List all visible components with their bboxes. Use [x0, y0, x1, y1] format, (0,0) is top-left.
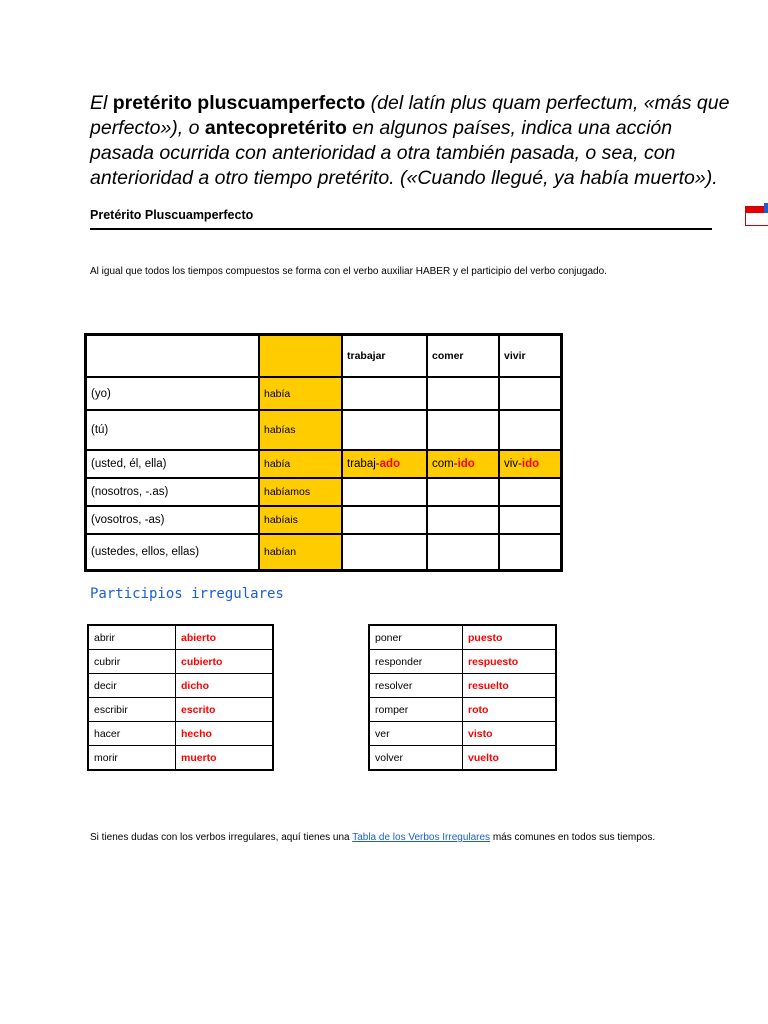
aux-cell: había	[259, 450, 342, 478]
table-row	[86, 410, 561, 450]
empty-cell	[427, 410, 499, 450]
verb-cell: hacer	[88, 722, 176, 746]
person-cell: (nosotros, -.as)	[86, 478, 259, 506]
table-row	[369, 674, 556, 698]
footer-text-after: más comunes en todos sus tiempos.	[490, 832, 656, 843]
intro-paragraph	[90, 91, 730, 191]
intro-term-antecopreterito: antecopretérito	[204, 117, 347, 139]
empty-cell	[499, 478, 561, 506]
aux-cell: habíamos	[259, 478, 342, 506]
participle-cell: escrito	[176, 698, 274, 722]
empty-cell	[342, 478, 427, 506]
bookmark-icon[interactable]	[745, 206, 768, 226]
table-row	[369, 746, 556, 771]
participle-cell: dicho	[176, 674, 274, 698]
aux-cell: habías	[259, 410, 342, 450]
verb-cell: decir	[88, 674, 176, 698]
empty-cell	[342, 506, 427, 534]
aux-cell: habían	[259, 534, 342, 570]
empty-cell	[427, 377, 499, 410]
header-cell: vivir	[499, 335, 561, 377]
table-row	[88, 698, 273, 722]
irregular-verbs-table-link[interactable]: Tabla de los Verbos Irregulares	[352, 832, 491, 843]
empty-cell	[427, 478, 499, 506]
intro-text-2: (del latín plus quam perfectum, «más que perfecto»), o	[90, 92, 730, 139]
empty-cell	[499, 410, 561, 450]
section-heading: Pretérito Pluscuamperfecto	[90, 208, 712, 230]
verb-cell: morir	[88, 746, 176, 771]
table-row	[88, 650, 273, 674]
participle-example-trabajar	[342, 450, 427, 478]
table-row	[86, 377, 561, 410]
table-row	[88, 746, 273, 771]
stem-text: viv-	[504, 458, 522, 470]
intro-term-pluscuamperfecto: pretérito pluscuamperfecto	[112, 92, 366, 114]
verb-cell: abrir	[88, 625, 176, 650]
table-header-row	[86, 335, 561, 377]
person-cell: (yo)	[86, 377, 259, 410]
empty-cell	[427, 506, 499, 534]
verb-cell: poner	[369, 625, 463, 650]
ending-text: ado	[379, 458, 401, 470]
table-row	[88, 722, 273, 746]
empty-cell	[499, 377, 561, 410]
verb-cell: volver	[369, 746, 463, 771]
irregular-participles-heading: Participios irregulares	[90, 586, 284, 602]
header-cell: comer	[427, 335, 499, 377]
participle-example-comer	[427, 450, 499, 478]
empty-cell	[499, 506, 561, 534]
irregular-table-right	[368, 624, 557, 771]
participle-cell: muerto	[176, 746, 274, 771]
participle-cell: cubierto	[176, 650, 274, 674]
table-row	[369, 650, 556, 674]
verb-cell: resolver	[369, 674, 463, 698]
verb-cell: cubrir	[88, 650, 176, 674]
table-row	[86, 506, 561, 534]
footer-paragraph	[90, 832, 760, 843]
verb-cell: responder	[369, 650, 463, 674]
empty-cell	[427, 534, 499, 570]
participle-cell: visto	[463, 722, 557, 746]
table-row	[86, 450, 561, 478]
table-row	[86, 534, 561, 570]
verb-cell: romper	[369, 698, 463, 722]
stem-text: trabaj-	[347, 458, 380, 470]
formation-paragraph: Al igual que todos los tiempos compuestos se forma con el verbo auxiliar HABER y el participio del verbo conjugado.	[90, 266, 607, 277]
person-cell: (ustedes, ellos, ellas)	[86, 534, 259, 570]
irregular-table-left	[87, 624, 274, 771]
ending-text: ido	[457, 458, 475, 470]
table-row	[86, 478, 561, 506]
empty-cell	[342, 534, 427, 570]
table-row	[369, 722, 556, 746]
participle-cell: respuesto	[463, 650, 557, 674]
table-row	[369, 698, 556, 722]
stem-text: com-	[432, 458, 458, 470]
header-cell: trabajar	[342, 335, 427, 377]
header-cell	[259, 335, 342, 377]
table-row	[88, 674, 273, 698]
aux-cell: había	[259, 377, 342, 410]
intro-text-1: El	[90, 92, 113, 114]
person-cell: (tú)	[86, 410, 259, 450]
aux-cell: habíais	[259, 506, 342, 534]
participle-cell: hecho	[176, 722, 274, 746]
verb-cell: ver	[369, 722, 463, 746]
table-row	[88, 625, 273, 650]
header-cell	[86, 335, 259, 377]
participle-cell: roto	[463, 698, 557, 722]
participle-cell: vuelto	[463, 746, 557, 771]
person-cell: (vosotros, -as)	[86, 506, 259, 534]
participle-cell: abierto	[176, 625, 274, 650]
intro-text-3: en algunos países, indica una acción pasada ocurrida con anterioridad a otra también pasada, o sea, con anterioridad a otro tiempo pretérito. («Cuando llegué, ya había muerto»).	[90, 117, 718, 189]
ending-text: ido	[521, 458, 540, 470]
conjugation-table	[84, 333, 563, 572]
footer-text-before: Si tienes dudas con los verbos irregulares, aquí tienes una	[90, 832, 353, 843]
empty-cell	[499, 534, 561, 570]
person-cell: (usted, él, ella)	[86, 450, 259, 478]
table-row	[369, 625, 556, 650]
participle-cell: puesto	[463, 625, 557, 650]
verb-cell: escribir	[88, 698, 176, 722]
participle-cell: resuelto	[463, 674, 557, 698]
empty-cell	[342, 410, 427, 450]
empty-cell	[342, 377, 427, 410]
participle-example-vivir	[499, 450, 561, 478]
